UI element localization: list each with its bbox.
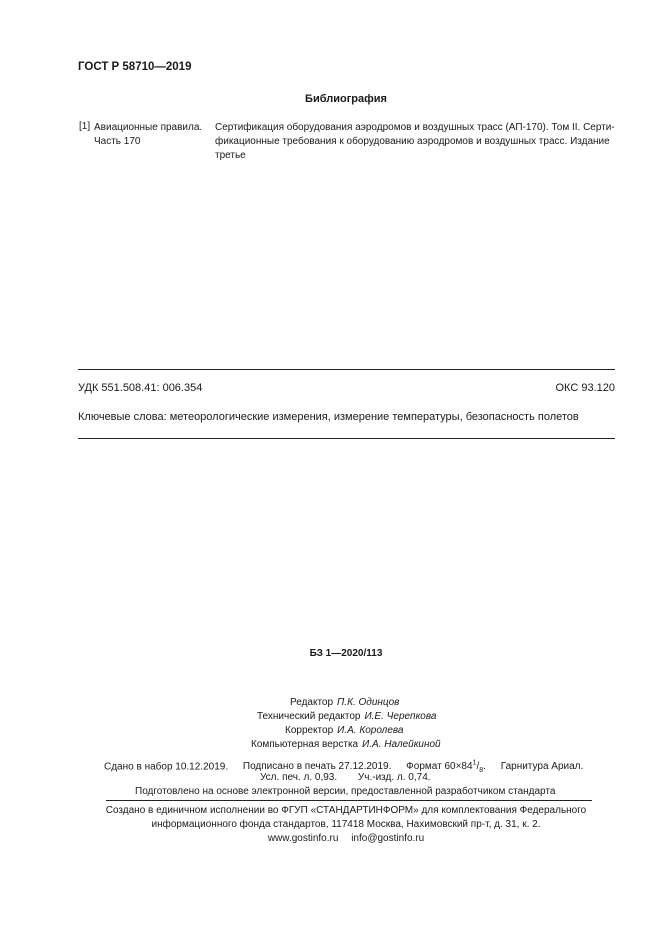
email-link[interactable]: info@gostinfo.ru <box>351 833 425 844</box>
divider-footer <box>106 800 592 801</box>
staff-role: Редактор <box>290 697 334 708</box>
signed-date: Подписано в печать 27.12.2019. <box>242 761 392 773</box>
format-prefix: Формат 60×84 <box>406 761 473 773</box>
typeface: Гарнитура Ариал. <box>500 761 584 773</box>
reference-text-line: Сертификация оборудования аэродромов и воздушных трасс (АП-170). Том II. Серти- <box>215 122 615 133</box>
format-denominator: 8 <box>479 767 484 775</box>
sheets-row <box>260 771 431 785</box>
footer-contacts <box>0 831 661 846</box>
website-link[interactable]: www.gostinfo.ru <box>267 833 339 844</box>
udc-code: УДК 551.508.41: 006.354 <box>78 382 203 394</box>
staff-layout <box>251 738 441 752</box>
staff-name: П.К. Одинцов <box>337 697 400 708</box>
keywords: Ключевые слова: метеорологические измерения, измерение температуры, безопасность полетов <box>78 411 579 423</box>
bz-number: БЗ 1—2020/113 <box>309 648 383 659</box>
format-numerator: 1 <box>472 760 477 767</box>
divider-top <box>78 369 615 370</box>
staff-name: И.А. Налейкиной <box>362 739 441 750</box>
reference-text-line: фикационные требования к оборудованию аэродромов и воздушных трасс. Издание <box>215 136 610 147</box>
typeset-date: Сдано в набор 10.12.2019. <box>104 761 229 773</box>
staff-corrector <box>285 724 403 738</box>
reference-source <box>94 121 214 149</box>
prepared-note: Подготовлено на основе электронной версии, предоставленной разработчиком стандарта <box>135 786 556 797</box>
print-format: Формат $60\times 84^1/_8$. <box>406 760 486 775</box>
publisher-sheets: Уч.-изд. л. 0,74. <box>357 772 431 783</box>
bibliography-title: Библиография <box>305 93 387 105</box>
printed-sheets: Усл. печ. л. 0,93. <box>260 772 338 783</box>
footer-line2: информационного фонда стандартов, 117418 Москва, Нахимовский пр-т, д. 31, к. 2. <box>151 819 541 830</box>
reference-source-line: Часть 170 <box>94 136 141 147</box>
staff-name: И.А. Королева <box>337 725 404 736</box>
divider-bottom <box>78 438 615 439</box>
staff-role: Компьютерная верстка <box>251 739 359 750</box>
reference-text-line: третье <box>215 150 246 161</box>
reference-text <box>215 121 615 163</box>
oks-code: ОКС 93.120 <box>555 382 615 394</box>
staff-role: Технический редактор <box>257 711 361 722</box>
staff-name: И.Е. Черепкова <box>364 711 437 722</box>
footer-line1: Создано в единичном исполнении во ФГУП «СТАНДАРТИНФОРМ» для комплектования Федерального <box>105 805 587 816</box>
reference-number: [1] <box>79 121 91 132</box>
staff-role: Корректор <box>285 725 334 736</box>
staff-editor <box>290 696 399 710</box>
staff-tech-editor <box>257 710 436 724</box>
standard-code: ГОСТ Р 58710—2019 <box>78 61 192 73</box>
reference-source-line: Авиационные правила. <box>94 122 203 133</box>
